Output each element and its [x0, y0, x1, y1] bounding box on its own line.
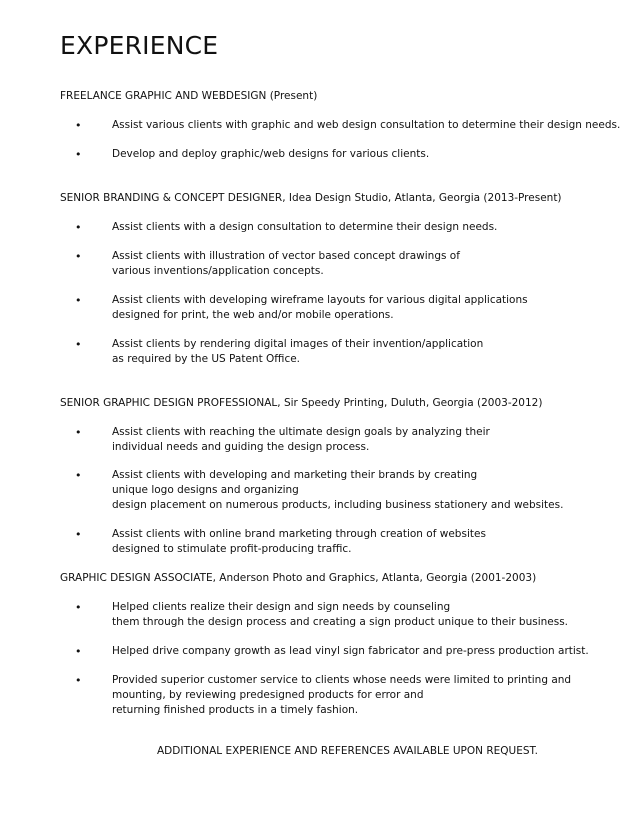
bullet-line: Assist clients with illustration of vector based concept drawings of	[112, 250, 460, 262]
bullet-marker: •	[75, 148, 82, 161]
bullet-marker: •	[75, 426, 82, 439]
job-bullet	[112, 293, 528, 323]
bullet-line: designed for print, the web and/or mobile operations.	[112, 309, 394, 321]
job-bullet	[112, 147, 429, 162]
job-bullet	[112, 673, 571, 718]
bullet-marker: •	[75, 469, 82, 482]
bullet-marker: •	[75, 338, 82, 351]
bullet-line: individual needs and guiding the design process.	[112, 441, 370, 453]
bullet-line: Helped drive company growth as lead vinyl sign fabricator and pre-press production artist.	[112, 645, 589, 657]
bullet-line: designed to stimulate profit-producing traffic.	[112, 543, 352, 555]
bullet-line: Assist clients with developing wireframe layouts for various digital applications	[112, 294, 528, 306]
bullet-line: as required by the US Patent Office.	[112, 353, 301, 365]
bullet-marker: •	[75, 528, 82, 541]
bullet-marker: •	[75, 119, 82, 132]
bullet-line: Provided superior customer service to clients whose needs were limited to printing and	[112, 674, 572, 686]
references-note: ADDITIONAL EXPERIENCE AND REFERENCES AVAILABLE UPON REQUEST.	[157, 745, 539, 757]
bullet-marker: •	[75, 674, 82, 687]
bullet-marker: •	[75, 250, 82, 263]
section-title: EXPERIENCE	[60, 31, 219, 60]
bullet-line: Assist various clients with graphic and web design consultation to determine their design needs.	[112, 119, 621, 131]
bullet-marker: •	[75, 294, 82, 307]
bullet-line: various inventions/application concepts.	[112, 265, 324, 277]
bullet-line: them through the design process and creating a sign product unique to their business.	[112, 616, 569, 628]
job-bullet	[112, 425, 490, 455]
job-bullet	[112, 468, 563, 513]
bullet-line: returning finished products in a timely fashion.	[112, 704, 359, 716]
job-bullet	[112, 600, 568, 630]
bullet-line: Assist clients by rendering digital images of their invention/application	[112, 338, 484, 350]
job-heading-senior-branding: SENIOR BRANDING & CONCEPT DESIGNER, Idea Design Studio, Atlanta, Georgia (2013-Present)	[60, 192, 562, 204]
job-bullet	[112, 249, 460, 279]
job-heading-graphic-associate: GRAPHIC DESIGN ASSOCIATE, Anderson Photo and Graphics, Atlanta, Georgia (2001-2003)	[60, 572, 537, 584]
bullet-line: Develop and deploy graphic/web designs for various clients.	[112, 148, 430, 160]
bullet-line: unique logo designs and organizing	[112, 484, 299, 496]
bullet-line: Assist clients with a design consultation to determine their design needs.	[112, 221, 498, 233]
job-bullet	[112, 118, 620, 133]
bullet-marker: •	[75, 601, 82, 614]
bullet-marker: •	[75, 221, 82, 234]
bullet-line: Assist clients with online brand marketing through creation of websites	[112, 528, 486, 540]
bullet-line: mounting, by reviewing predesigned products for error and	[112, 689, 424, 701]
bullet-line: design placement on numerous products, including business stationery and websites.	[112, 499, 564, 511]
job-bullet	[112, 527, 486, 557]
job-heading-senior-graphic: SENIOR GRAPHIC DESIGN PROFESSIONAL, Sir Speedy Printing, Duluth, Georgia (2003-2012)	[60, 397, 543, 409]
job-bullet	[112, 337, 483, 367]
job-bullet	[112, 220, 497, 235]
bullet-line: Assist clients with developing and marketing their brands by creating	[112, 469, 478, 481]
job-bullet	[112, 644, 589, 659]
bullet-line: Assist clients with reaching the ultimate design goals by analyzing their	[112, 426, 490, 438]
bullet-marker: •	[75, 645, 82, 658]
bullet-line: Helped clients realize their design and sign needs by counseling	[112, 601, 451, 613]
job-heading-freelance: FREELANCE GRAPHIC AND WEBDESIGN (Present)	[60, 90, 318, 102]
